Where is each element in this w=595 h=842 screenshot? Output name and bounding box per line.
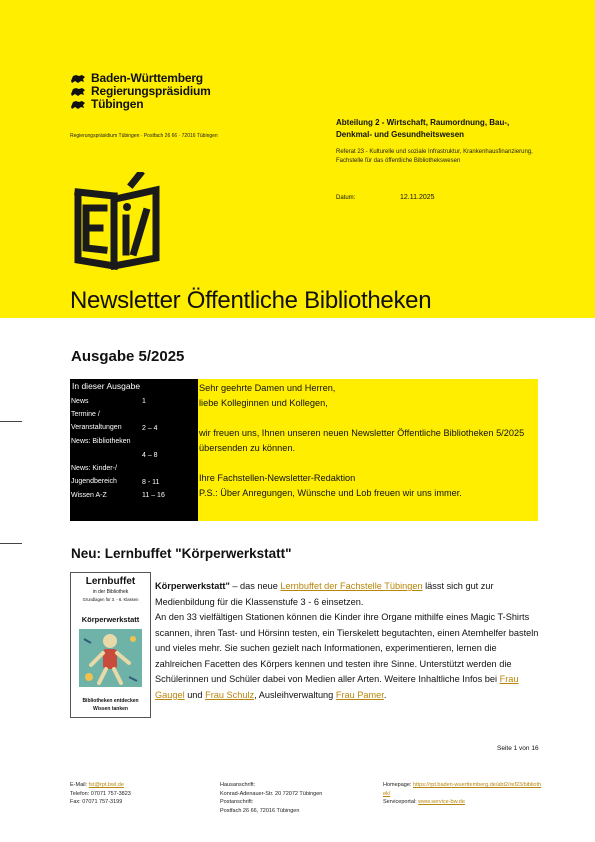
authority-logo — [70, 72, 211, 111]
lion-icon — [70, 73, 86, 84]
body-illustration — [79, 629, 142, 687]
authority-line3: Tübingen — [91, 97, 144, 111]
email-label: E-Mail: — [70, 782, 89, 788]
toc-item-pages: 4 – 8 — [142, 452, 158, 459]
article-text: . — [383, 689, 387, 700]
footer-web — [383, 781, 543, 807]
toc-item-title: News: Bibliotheken — [71, 438, 131, 445]
article-text: , Ausleihverwaltung — [254, 689, 336, 700]
salutation-line: Sehr geehrte Damen und Herren, — [199, 383, 336, 393]
authority-line2: Regierungspräsidium — [91, 84, 211, 98]
fold-mark — [0, 421, 22, 422]
greeting-ps: P.S.: Über Anregungen, Wünsche und Lob freuen wir uns immer. — [199, 487, 462, 498]
authority-line1: Baden-Württemberg — [91, 71, 203, 85]
toc-item-pages: 2 – 4 — [142, 425, 158, 432]
book-footer2: Wissen tanken — [93, 706, 128, 712]
footer-address — [220, 781, 322, 815]
book-footer1: Bibliotheken entdecken — [82, 698, 139, 704]
fold-mark — [0, 543, 22, 544]
contact-link-schulz[interactable]: Frau Schulz — [205, 689, 255, 700]
date-value: 12.11.2025 — [400, 194, 435, 201]
table-of-contents — [70, 379, 198, 521]
article-lead-bold: Körperwerkstatt" — [155, 581, 230, 591]
sender-line: Regierungspräsidium Tübingen · Postfach 26 66 · 72016 Tübingen — [70, 133, 218, 139]
toc-item-title: Wissen A-Z — [71, 492, 107, 499]
postal-address: Postfach 26 66, 72016 Tübingen — [220, 807, 300, 814]
book-title: Lernbuffet — [85, 576, 136, 587]
book-subtitle: in der Bibliothek — [92, 589, 129, 595]
article-text: – das neue — [229, 581, 281, 591]
contact-link-pamer[interactable]: Frau Pamer — [335, 689, 384, 700]
article-body — [155, 579, 540, 703]
issue-heading: Ausgabe 5/2025 — [71, 348, 185, 365]
address-label: Hausanschrift: — [220, 782, 256, 788]
service-label: Serviceportal: — [383, 799, 419, 805]
toc-item-title: News — [71, 398, 89, 405]
toc-heading: In dieser Ausgabe — [72, 381, 141, 391]
greeting-sign: Ihre Fachstellen-Newsletter-Redaktion — [199, 473, 356, 483]
lion-icon — [70, 86, 86, 97]
footer-contact — [70, 781, 131, 807]
article-text: lässt sich gut zur Medienbildung für die Klassenstufe 3 - 6 einsetzen. — [155, 581, 494, 607]
toc-item-pages: 11 – 16 — [142, 492, 165, 499]
book-topic: Körperwerkstatt — [81, 615, 140, 624]
toc-item-title: News: Kinder-/ Jugendbereich — [71, 465, 117, 485]
address: Konrad-Adenauer-Str. 20 72072 Tübingen — [220, 790, 323, 797]
lion-icon — [70, 99, 86, 110]
contact-link-gaugel[interactable]: Frau Gaugel — [155, 674, 519, 700]
toc-item-pages: 8 - 11 — [142, 479, 160, 486]
postal-label: Postanschrift: — [220, 799, 254, 805]
greeting-text — [199, 381, 534, 500]
serviceportal-link[interactable]: www.service-bw.de — [418, 799, 465, 805]
department-title: Abteilung 2 - Wirtschaft, Raumordnung, Bau-, Denkmal- und Gesundheitswesen — [336, 118, 510, 139]
book-grade: Grundlagen für 3. - 6. Klassen — [82, 597, 139, 602]
email-link[interactable]: fst@rpt.bwl.de — [88, 782, 124, 788]
ei-book-logo-icon — [70, 172, 170, 272]
fax: Fax: 07071 757-3199 — [70, 799, 123, 805]
toc-item-title: Termine / Veranstaltungen — [71, 411, 122, 431]
homepage-link[interactable]: https://rpt.baden-wuerttemberg.de/abt2/ref23/bibliothek/ — [383, 782, 542, 797]
greeting-body: wir freuen uns, Ihnen unseren neuen Newsletter Öffentliche Bibliotheken 5/2025 übersenden zu können. — [199, 428, 525, 453]
date-label: Datum: — [336, 195, 356, 201]
referat-text: Referat 23 - Kulturelle und soziale Infrastruktur, Krankenhausfinanzierung, Fachstelle für das öffentliche Bibliothekswesen — [336, 149, 533, 164]
section-heading: Neu: Lernbuffet "Körperwerkstatt" — [71, 546, 292, 561]
book-cover-image — [70, 572, 151, 718]
skeleton-illustration-icon — [79, 629, 142, 687]
page-number: Seite 1 von 16 — [497, 745, 539, 752]
toc-item-pages: 1 — [142, 398, 146, 405]
article-text: An den 33 vielfältigen Stationen können die Kinder ihre Organe mithilfe eines Magic T-Shirts scannen, ihren Tast- und Hörsinn testen, ein Tierskelett begutachten, einen Atemhelfer basteln und vieles mehr. Sie suchen gezielt nach Informationen, experimentieren, lernen die zahlreichen Facetten des Körpers kennen und testen ihre Sinne. Unterstützt werden die Schülerinnen und Schüler dabei von Medien aller Arten. Weitere Inhaltliche Infos bei — [155, 612, 539, 684]
salutation-line: liebe Kolleginnen und Kollegen, — [199, 397, 328, 408]
newsletter-title: Newsletter Öffentliche Bibliotheken — [70, 287, 432, 314]
lernbuffet-link[interactable]: Lernbuffet der Fachstelle Tübingen — [280, 581, 423, 591]
phone: Telefon: 07071 757-3823 — [70, 790, 131, 797]
homepage-label: Homepage: — [383, 782, 413, 788]
article-text: und — [184, 689, 206, 700]
